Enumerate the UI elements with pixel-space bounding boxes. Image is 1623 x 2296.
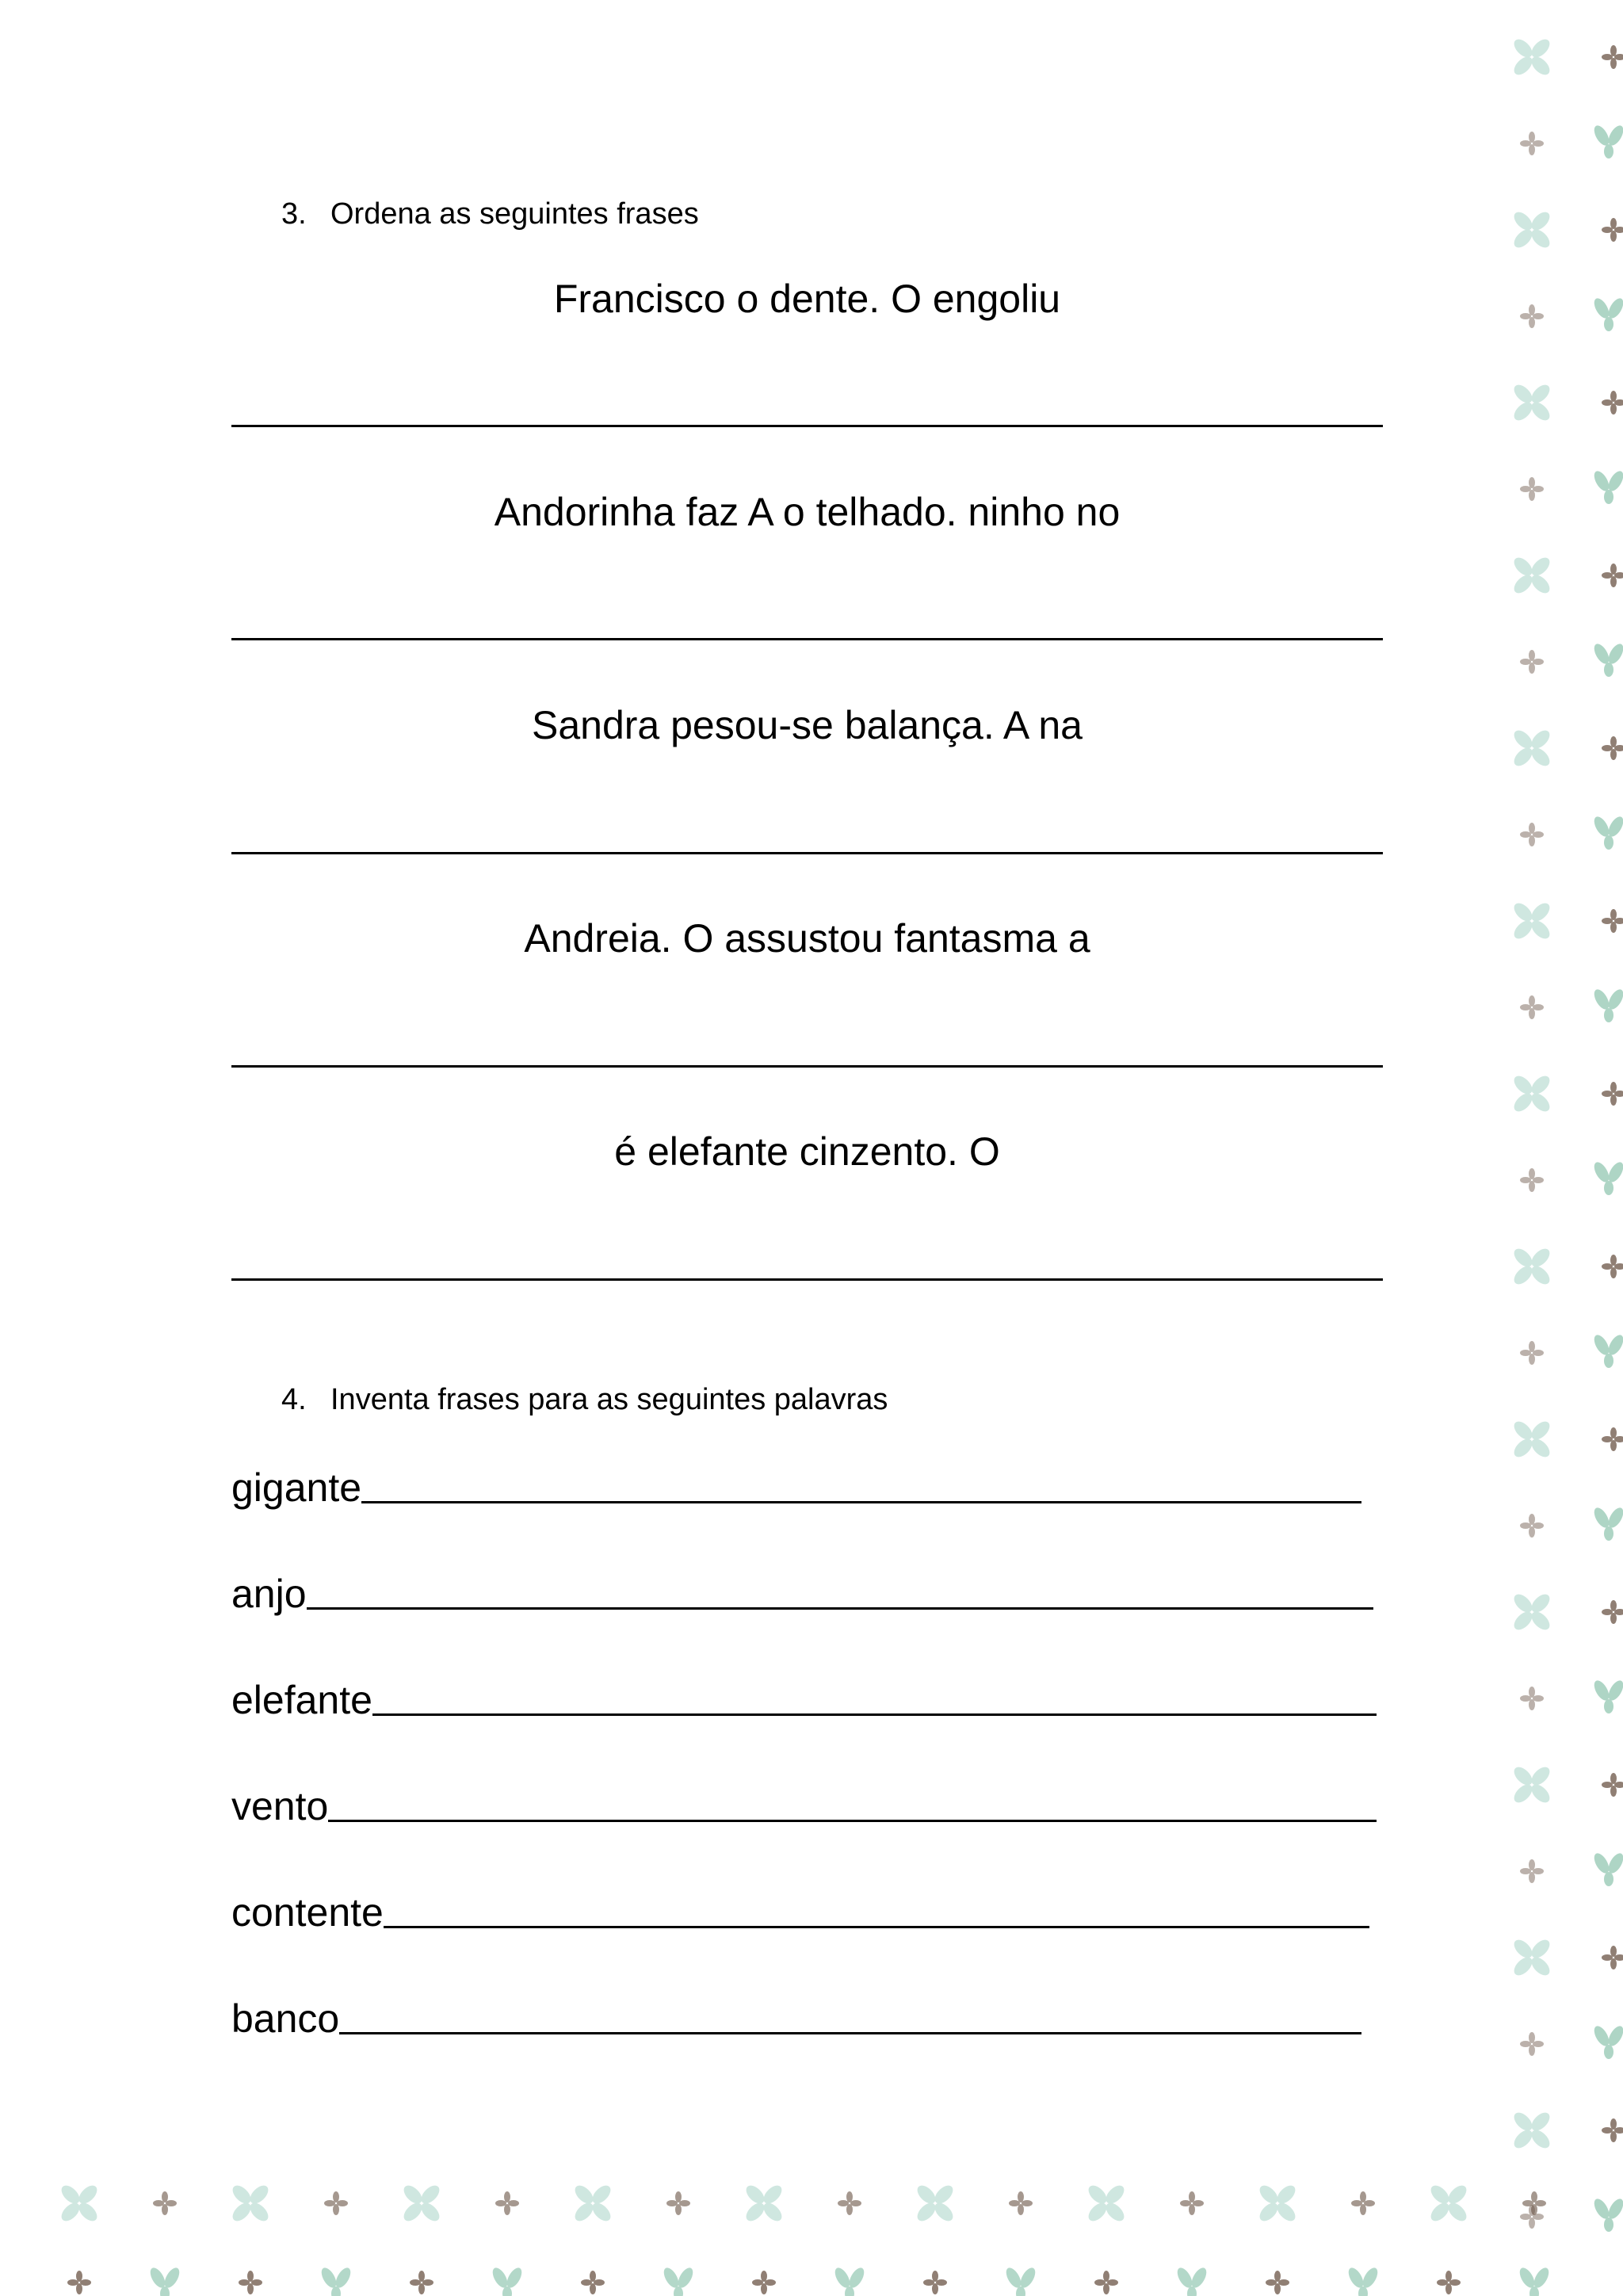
small-cross-flower-icon (752, 2271, 776, 2294)
leaf-pair-icon (1591, 2023, 1623, 2059)
scrambled-sentence: Francisco o dente. O engoliu (553, 277, 1061, 321)
scrambled-sentence: é elefante cinzento. O (614, 1129, 1000, 1174)
word-prompt: gigante (231, 1465, 362, 1510)
four-petal-flower-icon (1510, 2109, 1552, 2151)
small-cross-flower-icon (324, 2191, 348, 2215)
small-cross-flower-icon (581, 2271, 605, 2294)
small-cross-flower-icon (666, 2191, 690, 2215)
leaf-pair-icon (1591, 987, 1623, 1022)
small-cross-flower-icon (1520, 1341, 1544, 1365)
small-cross-flower-icon (1520, 477, 1544, 501)
small-cross-flower-icon (1520, 132, 1544, 155)
small-cross-flower-icon (1520, 1168, 1544, 1192)
four-petal-flower-icon (1510, 1072, 1552, 1114)
small-cross-flower-icon (1520, 304, 1544, 328)
leaf-pair-icon (1591, 641, 1623, 677)
leaf-pair-icon (1591, 1505, 1623, 1541)
small-cross-flower-icon (239, 2271, 262, 2294)
small-cross-flower-icon (1602, 1082, 1623, 1106)
answer-line[interactable] (328, 1820, 1377, 1822)
four-petal-flower-icon (1510, 1763, 1552, 1805)
four-petal-flower-icon (1427, 2182, 1469, 2224)
leaf-pair-icon (1346, 2265, 1381, 2296)
word-prompt: anjo (231, 1572, 307, 1616)
four-petal-flower-icon (1510, 208, 1552, 250)
four-petal-flower-icon (58, 2182, 100, 2224)
small-cross-flower-icon (1520, 823, 1544, 846)
small-cross-flower-icon (1602, 218, 1623, 242)
answer-line[interactable] (231, 1065, 1383, 1068)
small-cross-flower-icon (410, 2271, 433, 2294)
small-cross-flower-icon (1602, 1773, 1623, 1797)
four-petal-flower-icon (1256, 2182, 1298, 2224)
leaf-pair-icon (1517, 2265, 1552, 2296)
small-cross-flower-icon (1602, 736, 1623, 760)
small-cross-flower-icon (1602, 1427, 1623, 1451)
section-3-instruction: Ordena as seguintes frases (330, 197, 699, 231)
answer-line[interactable] (307, 1607, 1373, 1610)
section-4-heading (281, 1380, 888, 1419)
leaf-pair-icon (490, 2265, 525, 2296)
word-row (231, 1462, 1361, 1513)
answer-line[interactable] (231, 638, 1383, 640)
small-cross-flower-icon (1520, 2032, 1544, 2056)
word-row (231, 1568, 1373, 1619)
small-cross-flower-icon (153, 2191, 177, 2215)
four-petal-flower-icon (400, 2182, 442, 2224)
word-row (231, 1675, 1377, 1725)
answer-line[interactable] (231, 1278, 1383, 1281)
four-petal-flower-icon (1510, 381, 1552, 423)
four-petal-flower-icon (1510, 727, 1552, 769)
four-petal-flower-icon (1085, 2182, 1127, 2224)
section-3-heading (281, 194, 699, 234)
small-cross-flower-icon (1520, 2205, 1544, 2229)
section-4-instruction: Inventa frases para as seguintes palavras (330, 1383, 888, 1416)
leaf-pair-icon (1591, 468, 1623, 504)
leaf-pair-icon (1591, 814, 1623, 850)
answer-line[interactable] (361, 1501, 1361, 1503)
small-cross-flower-icon (1602, 1946, 1623, 1969)
four-petal-flower-icon (1510, 1936, 1552, 1978)
scrambled-sentence: Andorinha faz A o telhado. ninho no (494, 490, 1121, 534)
small-cross-flower-icon (1180, 2191, 1204, 2215)
four-petal-flower-icon (229, 2182, 271, 2224)
leaf-pair-icon (832, 2265, 867, 2296)
small-cross-flower-icon (1602, 1600, 1623, 1624)
four-petal-flower-icon (571, 2182, 613, 2224)
small-cross-flower-icon (1602, 563, 1623, 587)
answer-line[interactable] (231, 852, 1383, 854)
small-cross-flower-icon (1602, 909, 1623, 933)
word-prompt: vento (231, 1784, 329, 1828)
answer-line[interactable] (384, 1926, 1369, 1928)
word-prompt: contente (231, 1890, 384, 1935)
leaf-pair-icon (319, 2265, 353, 2296)
leaf-pair-icon (1003, 2265, 1038, 2296)
small-cross-flower-icon (1520, 650, 1544, 674)
four-petal-flower-icon (914, 2182, 956, 2224)
four-petal-flower-icon (1510, 1591, 1552, 1633)
four-petal-flower-icon (1510, 36, 1552, 78)
four-petal-flower-icon (743, 2182, 785, 2224)
four-petal-flower-icon (1510, 554, 1552, 596)
leaf-pair-icon (1591, 2196, 1623, 2232)
section-4-number: 4. (281, 1383, 307, 1416)
leaf-pair-icon (1174, 2265, 1209, 2296)
small-cross-flower-icon (1602, 45, 1623, 69)
small-cross-flower-icon (1602, 1255, 1623, 1278)
word-row (231, 1781, 1377, 1832)
four-petal-flower-icon (1510, 900, 1552, 942)
word-prompt: banco (231, 1996, 340, 2041)
small-cross-flower-icon (67, 2271, 91, 2294)
small-cross-flower-icon (1520, 1514, 1544, 1538)
small-cross-flower-icon (1602, 2118, 1623, 2142)
small-cross-flower-icon (1520, 1859, 1544, 1883)
leaf-pair-icon (661, 2265, 696, 2296)
small-cross-flower-icon (1520, 1687, 1544, 1710)
answer-line[interactable] (372, 1713, 1377, 1716)
section-3-number: 3. (281, 197, 307, 231)
leaf-pair-icon (1591, 1678, 1623, 1713)
small-cross-flower-icon (1522, 2191, 1546, 2215)
small-cross-flower-icon (1266, 2271, 1289, 2294)
leaf-pair-icon (1591, 1159, 1623, 1195)
word-row (231, 1887, 1369, 1938)
leaf-pair-icon (147, 2265, 182, 2296)
small-cross-flower-icon (923, 2271, 947, 2294)
four-petal-flower-icon (1510, 1245, 1552, 1287)
small-cross-flower-icon (1351, 2191, 1375, 2215)
leaf-pair-icon (1591, 1851, 1623, 1886)
small-cross-flower-icon (495, 2191, 519, 2215)
small-cross-flower-icon (1009, 2191, 1033, 2215)
leaf-pair-icon (1591, 123, 1623, 159)
scrambled-sentence: Sandra pesou-se balança. A na (532, 703, 1083, 747)
four-petal-flower-icon (1510, 1418, 1552, 1460)
answer-line[interactable] (339, 2032, 1361, 2034)
leaf-pair-icon (1591, 1332, 1623, 1368)
small-cross-flower-icon (1520, 995, 1544, 1019)
small-cross-flower-icon (1437, 2271, 1461, 2294)
answer-line[interactable] (231, 425, 1383, 427)
scrambled-sentence: Andreia. O assustou fantasma a (524, 916, 1090, 961)
small-cross-flower-icon (838, 2191, 861, 2215)
leaf-pair-icon (1591, 296, 1623, 331)
word-row (231, 1993, 1361, 2044)
small-cross-flower-icon (1602, 391, 1623, 415)
word-prompt: elefante (231, 1678, 372, 1722)
small-cross-flower-icon (1094, 2271, 1118, 2294)
